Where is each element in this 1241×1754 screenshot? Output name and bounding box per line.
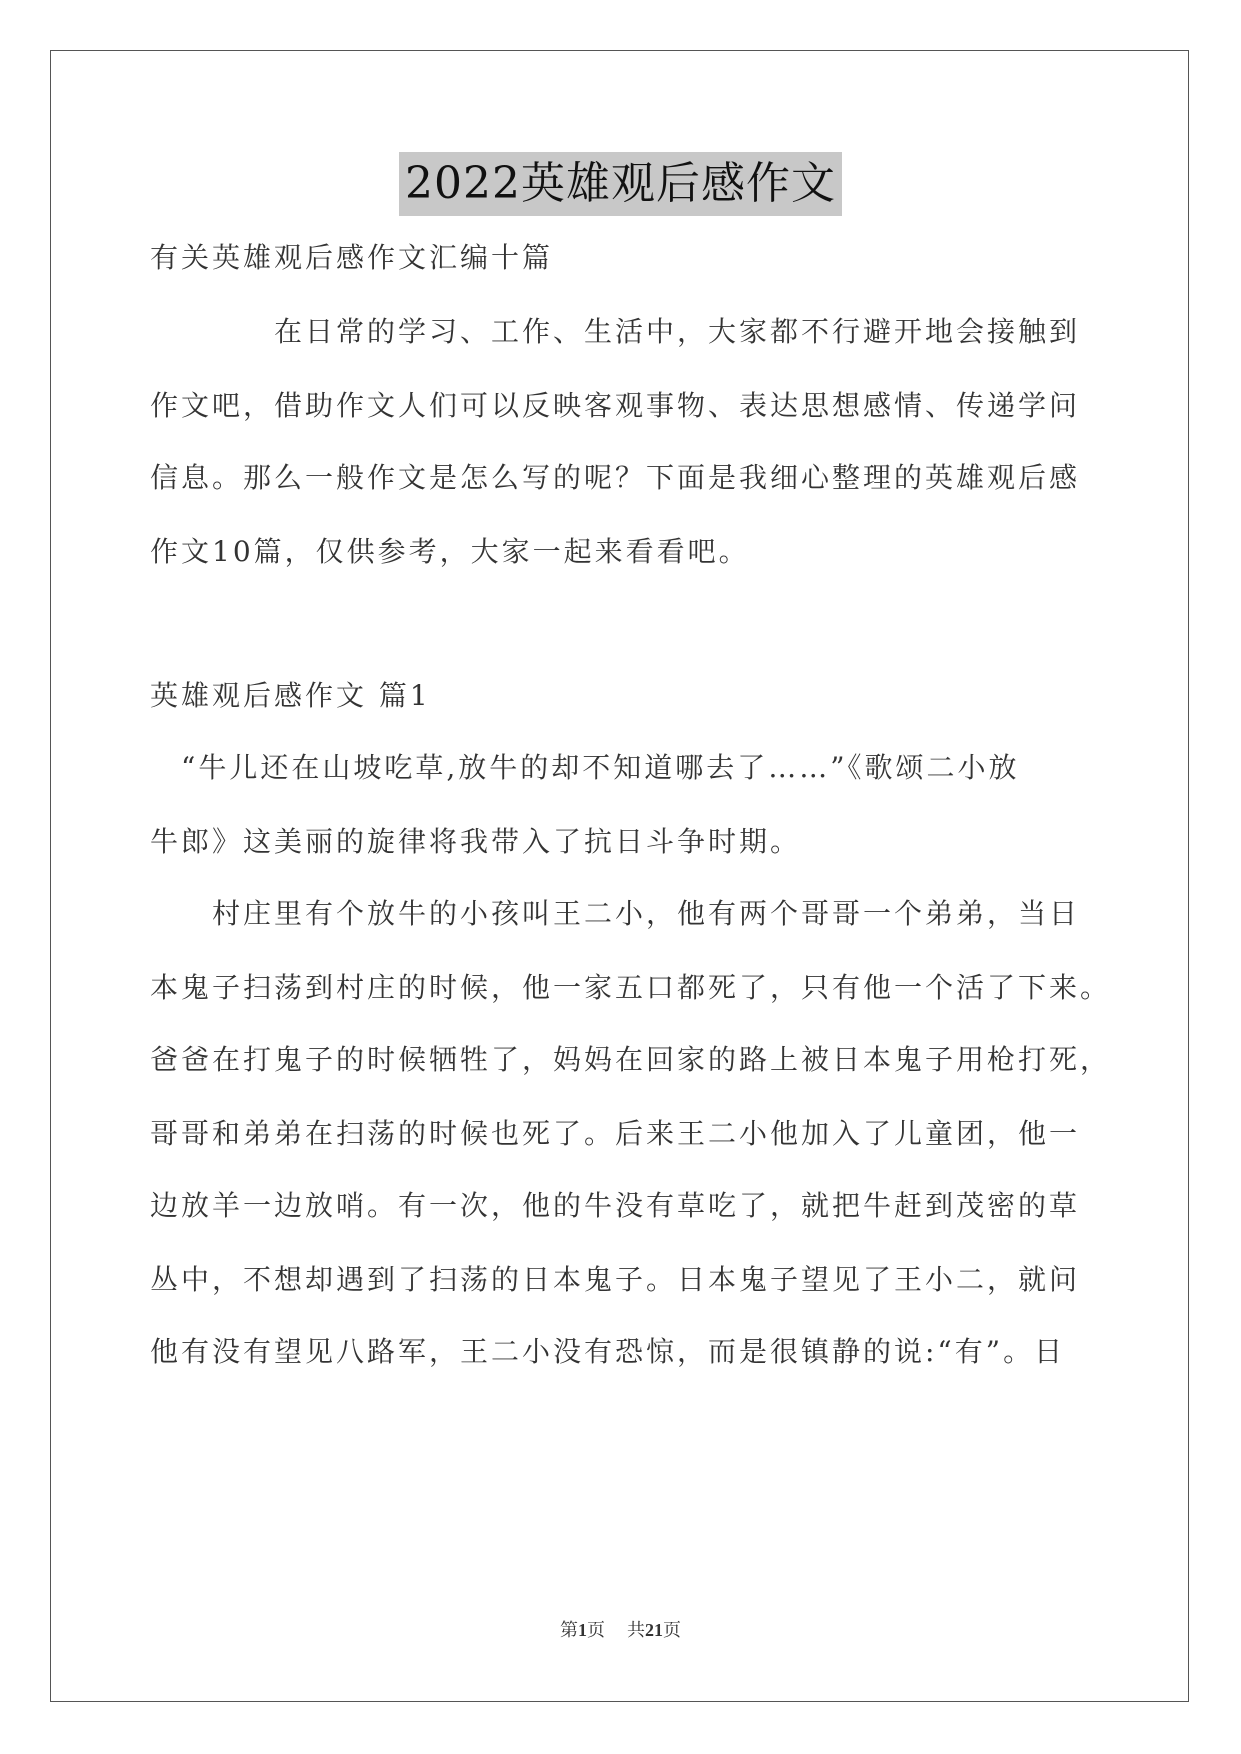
body-line: 作文10篇，仅供参考，大家一起来看看吧。 [150, 535, 750, 568]
page-total: 21 [645, 1620, 663, 1640]
body-line: 丛中，不想却遇到了扫荡的日本鬼子。日本鬼子望见了王小二，就问 [150, 1263, 1081, 1296]
body-line: 哥哥和弟弟在扫荡的时候也死了。后来王二小他加入了儿童团，他一 [150, 1117, 1081, 1150]
title-container [0, 152, 1241, 216]
total-unit: 页 [663, 1620, 681, 1640]
page-unit: 页 [587, 1620, 605, 1640]
body-line: 他有没有望见八路军，王二小没有恐惊，而是很镇静的说:“有”。日 [150, 1335, 1066, 1368]
subtitle-line: 有关英雄观后感作文汇编十篇 [150, 241, 554, 274]
body-line: 牛郎》这美丽的旋律将我带入了抗日斗争时期。 [150, 825, 802, 858]
body-line: “牛儿还在山坡吃草,放牛的却不知道哪去了……”《歌颂二小放 [150, 751, 1020, 784]
page-prefix: 第 [560, 1620, 578, 1640]
page-footer [0, 1616, 1241, 1642]
total-prefix: 共 [627, 1620, 645, 1640]
body-line: 作文吧，借助作文人们可以反映客观事物、表达思想感情、传递学问 [150, 389, 1081, 422]
body-line: 本鬼子扫荡到村庄的时候，他一家五口都死了，只有他一个活了下来。 [150, 971, 1112, 1004]
body-line: 爸爸在打鬼子的时候牺牲了，妈妈在回家的路上被日本鬼子用枪打死， [150, 1043, 1112, 1076]
body-line: 在日常的学习、工作、生活中，大家都不行避开地会接触到 [150, 315, 1081, 348]
section-heading: 英雄观后感作文 篇1 [150, 679, 431, 712]
body-line: 信息。那么一般作文是怎么写的呢？下面是我细心整理的英雄观后感 [150, 461, 1081, 494]
body-line: 边放羊一边放哨。有一次，他的牛没有草吃了，就把牛赶到茂密的草 [150, 1189, 1081, 1222]
document-title: 2022英雄观后感作文 [399, 152, 842, 216]
body-line: 村庄里有个放牛的小孩叫王二小，他有两个哥哥一个弟弟，当日 [150, 897, 1081, 930]
page-border [50, 50, 1189, 1702]
page-number: 1 [578, 1620, 587, 1640]
